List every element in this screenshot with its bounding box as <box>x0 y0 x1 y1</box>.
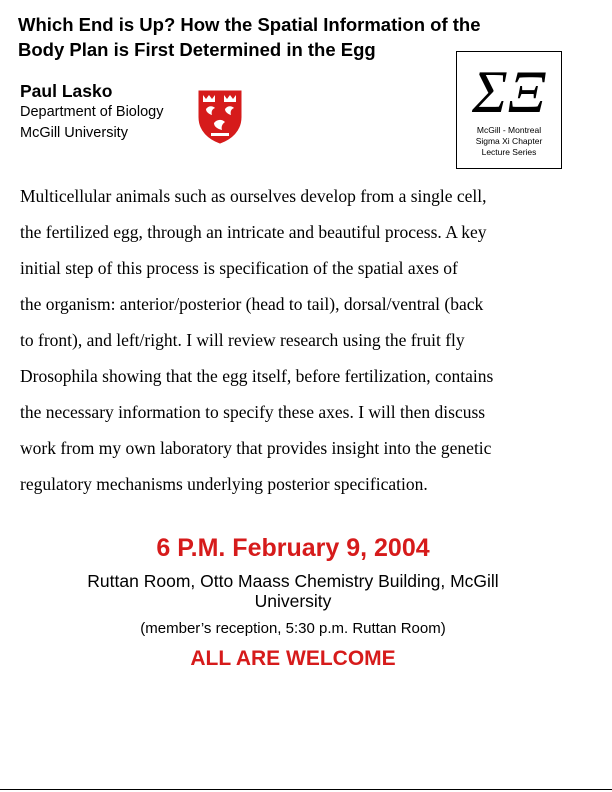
sigma-xi-logo <box>456 51 562 169</box>
event-reception: (member’s reception, 5:30 p.m. Ruttan Room) <box>140 620 446 637</box>
speaker-name: Paul Lasko <box>20 81 113 101</box>
lecture-title: Which End is Up? How the Spatial Information of the Body Plan is First Determined in the Egg <box>18 14 481 60</box>
event-time: 6 P.M. February 9, 2004 <box>156 534 430 562</box>
sponsor-line-3: Lecture Series <box>481 147 537 157</box>
abstract-line: the fertilized egg, through an intricate and beautiful process. A key <box>20 222 487 242</box>
abstract-line: work from my own laboratory that provides insight into the genetic <box>20 438 492 458</box>
abstract-line: Drosophila showing that the egg itself, before fertilization, contains <box>20 366 494 386</box>
event-venue: Ruttan Room, Otto Maass Chemistry Building, McGill University <box>87 571 499 611</box>
abstract-line: to front), and left/right. I will review research using the fruit fly <box>20 330 465 350</box>
sponsor-line-1: McGill - Montreal <box>476 125 542 135</box>
sponsor-line-2: Sigma Xi Chapter <box>475 136 543 146</box>
sigma-xi-glyphs: ΣΞ <box>471 60 547 120</box>
bottom-divider <box>0 789 612 790</box>
abstract-line: Multicellular animals such as ourselves develop from a single cell, <box>20 186 487 206</box>
abstract-line: the necessary information to specify these axes. I will then discuss <box>20 402 486 422</box>
sigma-xi-emblem <box>463 60 555 120</box>
speaker-university: McGill University <box>20 125 128 141</box>
abstract-line: initial step of this process is specification of the spatial axes of <box>20 258 458 278</box>
speaker-department: Department of Biology <box>20 104 164 120</box>
abstract-line: regulatory mechanisms underlying posterior specification. <box>20 474 428 494</box>
abstract-line: the organism: anterior/posterior (head to tail), dorsal/ventral (back <box>20 294 484 314</box>
sponsor-text <box>457 125 561 158</box>
mcgill-crest-icon <box>197 89 243 145</box>
welcome-banner: ALL ARE WELCOME <box>190 647 396 670</box>
